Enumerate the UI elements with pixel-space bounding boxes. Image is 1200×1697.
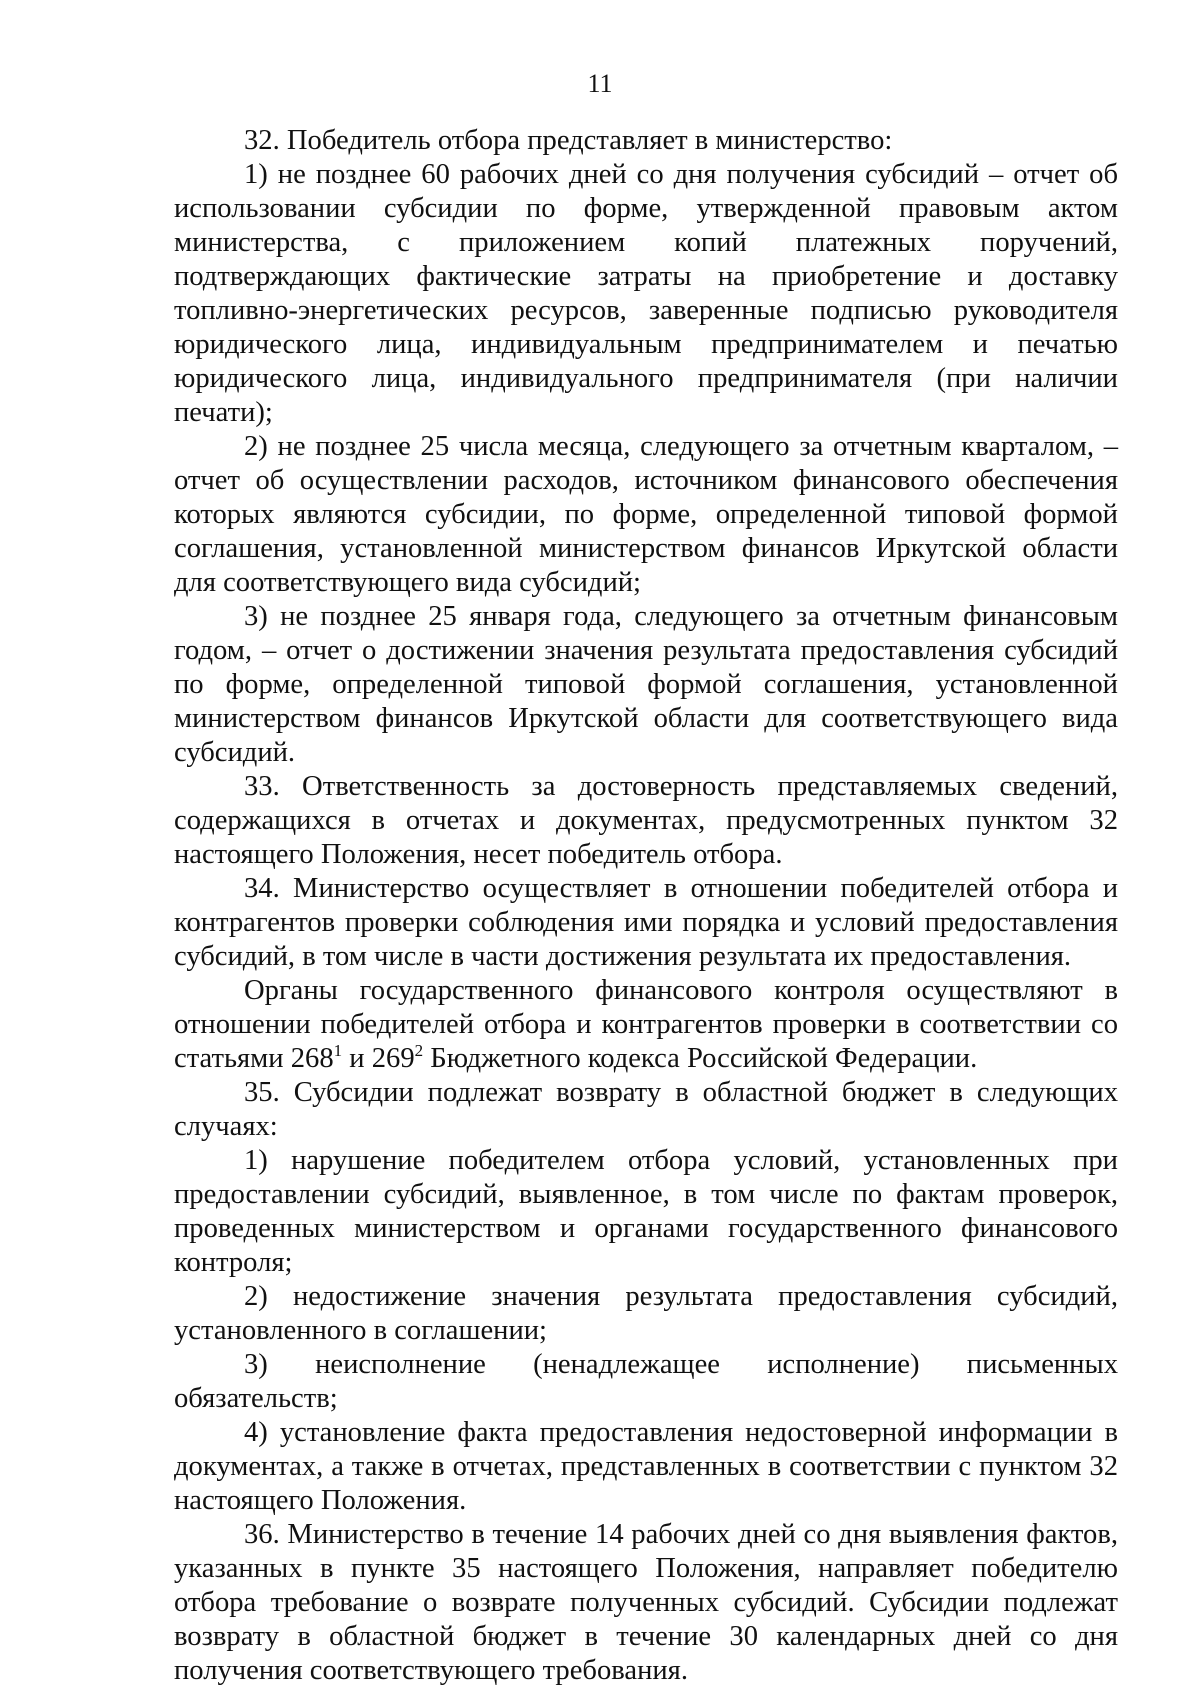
superscript-1: 1 [333,1041,343,1060]
paragraph-32-item-1: 1) не позднее 60 рабочих дней со дня получения субсидий – отчет об использовании субсидии по форме, утвержденной правовым актом министерства, с приложением копий платежных поручений, подтверждающих фактические затраты на приобретение и доставку топливно-энергетических ресурсов, заверенные подписью руководителя юридического лица, индивидуальным предпринимателем и печатью юридического лица, индивидуального предпринимателя (при наличии печати); [174,159,1118,428]
paragraph-35-item-4: 4) установление факта предоставления недостоверной информации в документах, а также в отчетах, представленных в соответствии с пунктом 32 настоящего Положения. [174,1417,1118,1516]
paragraph-36: 36. Министерство в течение 14 рабочих дней со дня выявления фактов, указанных в пункте 35 настоящего Положения, направляет победителю отбора требование о возврате полученных субсидий. Субсидии подлежат возврату в областной бюджет в течение 30 календарных дней со дня получения соответствующего требования. [174,1519,1118,1686]
paragraph-35-item-3: 3) неисполнение (ненадлежащее исполнение) письменных обязательств; [174,1349,1118,1414]
paragraph-33: 33. Ответственность за достоверность представляемых сведений, содержащихся в отчетах и документах, предусмотренных пунктом 32 настоящего Положения, несет победитель отбора. [174,771,1118,870]
paragraph-34: 34. Министерство осуществляет в отношении победителей отбора и контрагентов проверки соблюдения ими порядка и условий предоставления субсидий, в том числе в части достижения результата их предоставления. [174,873,1118,972]
paragraph-35: 35. Субсидии подлежат возврату в областной бюджет в следующих случаях: [174,1077,1118,1142]
paragraph-32-item-2: 2) не позднее 25 числа месяца, следующего за отчетным кварталом, – отчет об осуществлении расходов, источником финансового обеспечения которых являются субсидии, по форме, определенной типовой формой соглашения, установленной министерством финансов Иркутской области для соответствующего вида субсидий; [174,431,1118,598]
page-number: 11 [587,69,613,98]
paragraph-32-item-3: 3) не позднее 25 января года, следующего за отчетным финансовым годом, – отчет о достижении значения результата предоставления субсидий по форме, определенной типовой формой соглашения, установленной министерством финансов Иркутской области для соответствующего вида субсидий. [174,601,1118,768]
paragraph-financial-control [174,974,1118,1076]
document-body [174,124,1118,1688]
superscript-2: 2 [414,1041,424,1060]
control-text-start: Органы государственного финансового контроля осуществляют в отношении победителей отбора и контрагентов проверки в соответствии со статьями 268 [174,975,1118,1074]
paragraph-35-item-1: 1) нарушение победителем отбора условий, установленных при предоставлении субсидий, выявленное, в том числе по фактам проверок, проведенных министерством и органами государственного финансового контроля; [174,1145,1118,1278]
control-text-end: Бюджетного кодекса Российской Федерации. [423,1043,978,1074]
control-text-mid: и 269 [342,1043,415,1074]
paragraph-35-item-2: 2) недостижение значения результата предоставления субсидий, установленного в соглашении; [174,1281,1118,1346]
paragraph-32: 32. Победитель отбора представляет в министерство: [244,125,893,156]
